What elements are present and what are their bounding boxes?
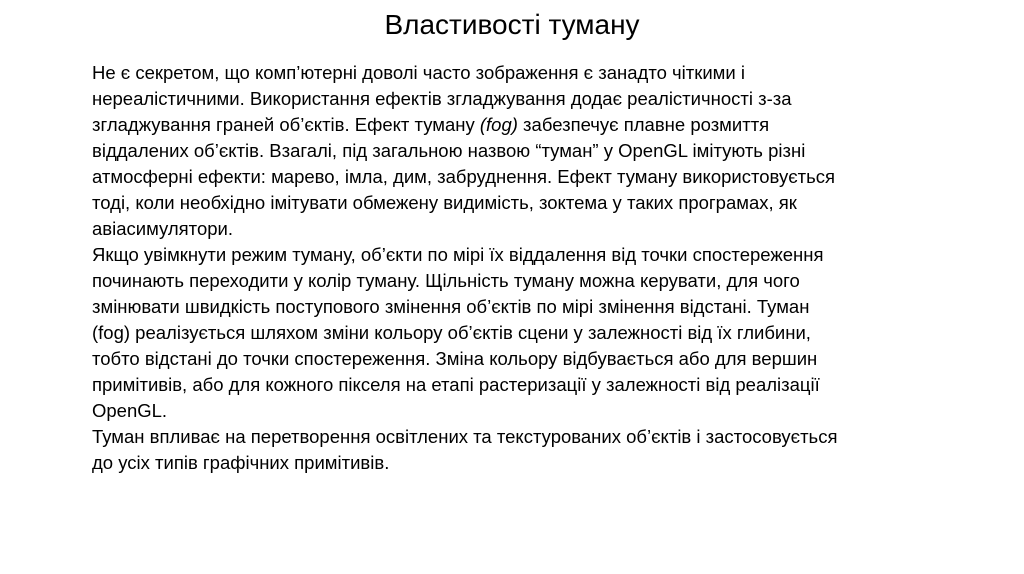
paragraph-fog-mode <box>92 242 972 424</box>
slide-title: Властивості туману <box>384 9 640 40</box>
paragraph-fog-intro <box>92 60 972 242</box>
text-line: тобто відстані до точки спостереження. Зміна кольору відбувається або для вершин <box>92 348 818 369</box>
text-line: тоді, коли необхідно імітувати обмежену видимість, зоктема у таких програмах, як <box>92 192 797 213</box>
fog-term-italic: (fog) <box>479 114 518 135</box>
text-segment: згладжування граней об’єктів. Ефект туману <box>92 114 480 135</box>
paragraph-fog-effect <box>92 424 972 476</box>
slide-body <box>92 60 972 476</box>
text-line: віддалених об’єктів. Взагалі, під загальною назвою “туман” у OpenGL імітують різні <box>92 140 806 161</box>
text-line: змінювати швидкість поступового змінення об’єктів по мірі змінення відстані. Туман <box>92 296 810 317</box>
text-line: (fog) реалізується шляхом зміни кольору об’єктів сцени у залежності від їх глибини, <box>92 322 811 343</box>
text-line: Не є секретом, що комп’ютерні доволі часто зображення є занадто чіткими і <box>92 62 745 83</box>
text-line: Якщо увімкнути режим туману, об’єкти по мірі їх віддалення від точки спостереження <box>92 244 824 265</box>
text-line: атмосферні ефекти: марево, імла, дим, забруднення. Ефект туману використовується <box>92 166 836 187</box>
text-line: до усіх типів графічних примітивів. <box>92 452 390 473</box>
text-line: починають переходити у колір туману. Щільність туману можна керувати, для чого <box>92 270 800 291</box>
text-line: OpenGL. <box>92 400 168 421</box>
text-line: Туман впливає на перетворення освітлених та текстурованих об’єктів і застосовується <box>92 426 838 447</box>
text-line: нереалістичними. Використання ефектів згладжування додає реалістичності з-за <box>92 88 792 109</box>
text-line <box>92 112 972 138</box>
text-line: примітивів, або для кожного пікселя на етапі растеризації у залежності від реалізації <box>92 374 820 395</box>
text-line: авіасимулятори. <box>92 218 233 239</box>
text-segment: забезпечує плавне розмиття <box>517 114 770 135</box>
